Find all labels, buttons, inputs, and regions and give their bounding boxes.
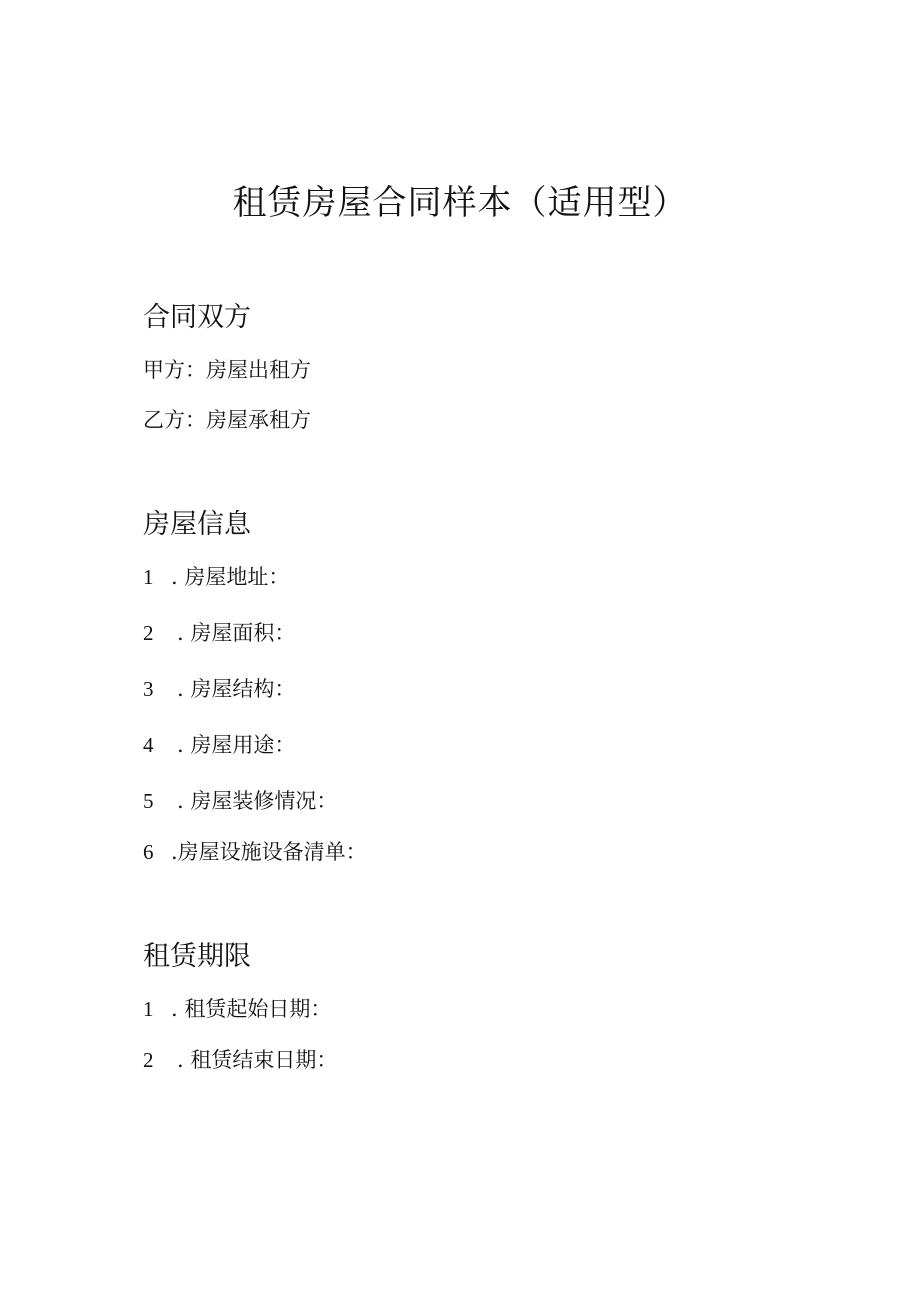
property-item-facilities	[143, 837, 367, 867]
item-number: 2	[143, 1048, 154, 1072]
section-heading-property: 房屋信息	[143, 509, 251, 540]
term-item-end-date	[143, 1045, 337, 1075]
item-label: . 房屋面积：	[177, 621, 296, 645]
item-number: 1	[143, 565, 154, 589]
property-item-address	[143, 562, 289, 592]
section-heading-term: 租赁期限	[143, 941, 251, 972]
property-item-decoration	[143, 786, 337, 816]
section-heading-parties: 合同双方	[143, 302, 251, 333]
item-label: . 房屋用途：	[177, 733, 296, 757]
party-a-line: 甲方：房屋出租方	[143, 358, 311, 382]
item-number: 4	[143, 733, 154, 757]
property-item-usage	[143, 730, 295, 760]
item-label: . 房屋地址：	[171, 565, 290, 589]
party-b-line: 乙方：房屋承租方	[143, 408, 311, 432]
item-number: 6	[143, 840, 154, 864]
item-label: . 租赁起始日期：	[171, 997, 332, 1021]
property-item-area	[143, 618, 295, 648]
item-number: 2	[143, 621, 154, 645]
item-label: . 租赁结束日期：	[177, 1048, 338, 1072]
item-label: .房屋设施设备清单：	[171, 840, 367, 864]
term-item-start-date	[143, 994, 331, 1024]
property-item-structure	[143, 674, 295, 704]
item-label: . 房屋结构：	[177, 677, 296, 701]
item-number: 5	[143, 789, 154, 813]
item-number: 3	[143, 677, 154, 701]
item-number: 1	[143, 997, 154, 1021]
document-title: 租赁房屋合同样本（适用型）	[232, 183, 688, 223]
item-label: . 房屋装修情况：	[177, 789, 338, 813]
